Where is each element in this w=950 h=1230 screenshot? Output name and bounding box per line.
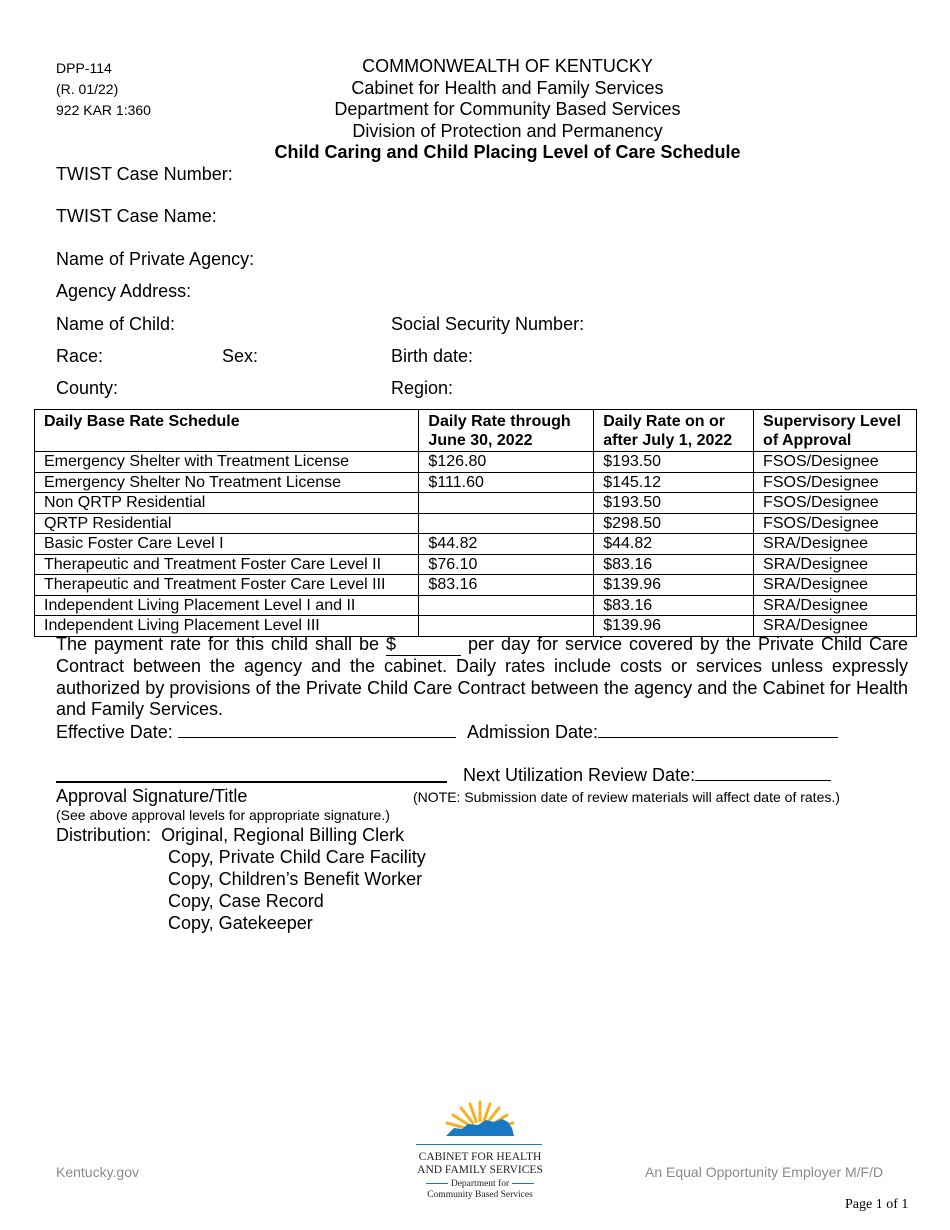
table-cell: Therapeutic and Treatment Foster Care Level III: [35, 575, 419, 596]
form-regulation: 922 KAR 1:360: [56, 102, 151, 118]
table-cell: FSOS/Designee: [754, 472, 917, 493]
table-cell: $139.96: [594, 616, 754, 637]
next-review-field[interactable]: [695, 764, 831, 781]
effective-date-field[interactable]: [178, 721, 456, 738]
table-cell: QRTP Residential: [35, 513, 419, 534]
table-cell: SRA/Designee: [754, 616, 917, 637]
table-cell: $126.80: [419, 452, 594, 473]
table-cell: SRA/Designee: [754, 595, 917, 616]
form-header: [0, 56, 950, 164]
table-cell: $193.50: [594, 493, 754, 514]
signature-line[interactable]: [56, 781, 447, 783]
table-row: [35, 616, 917, 637]
table-cell: $76.10: [419, 554, 594, 575]
table-cell: $44.82: [594, 534, 754, 555]
birth-date-label: Birth date:: [391, 346, 474, 366]
table-cell: $193.50: [594, 452, 754, 473]
admission-date-field[interactable]: [598, 721, 838, 738]
race-label: Race:: [56, 346, 104, 366]
table-cell: FSOS/Designee: [754, 452, 917, 473]
table-row: [35, 554, 917, 575]
table-cell: $44.82: [419, 534, 594, 555]
list-item: Copy, Private Child Care Facility: [168, 847, 426, 867]
admission-date-row: [467, 721, 838, 743]
effective-date-label: Effective Date:: [56, 722, 173, 742]
logo-divider: [416, 1144, 542, 1145]
table-cell: $83.16: [594, 595, 754, 616]
agency-address-label: Agency Address:: [56, 281, 192, 301]
logo-subtext: Department for Community Based Services: [427, 1179, 533, 1200]
child-name-label: Name of Child:: [56, 314, 176, 334]
table-row: [35, 452, 917, 473]
dollar-sign: $: [386, 634, 397, 654]
table-cell: Independent Living Placement Level III: [35, 616, 419, 637]
header-line-2: Cabinet for Health and Family Services: [351, 77, 664, 98]
table-cell: SRA/Designee: [754, 575, 917, 596]
effective-date-row: [56, 721, 456, 743]
distribution-label: Distribution:: [56, 825, 152, 845]
payment-prefix: The payment rate for this child shall be: [56, 634, 386, 654]
table-cell: FSOS/Designee: [754, 493, 917, 514]
table-cell: Non QRTP Residential: [35, 493, 419, 514]
header-line-4: Division of Protection and Permanency: [352, 120, 663, 141]
rate-schedule-table: [34, 409, 917, 637]
approval-levels-note: (See above approval levels for appropriate signature.): [56, 807, 390, 823]
page-title: Child Caring and Child Placing Level of Care Schedule: [274, 142, 741, 162]
table-header-cell: Daily Rate on or after July 1, 2022: [594, 410, 754, 452]
kentucky-logo-icon: [440, 1098, 520, 1144]
twist-case-number-label: TWIST Case Number:: [56, 164, 233, 184]
ssn-label: Social Security Number:: [391, 314, 585, 334]
next-review-label: Next Utilization Review Date:: [463, 765, 696, 785]
table-cell: Therapeutic and Treatment Foster Care Level II: [35, 554, 419, 575]
table-cell: $298.50: [594, 513, 754, 534]
table-row: [35, 513, 917, 534]
payment-rate-field[interactable]: [386, 634, 461, 656]
table-cell: $83.16: [594, 554, 754, 575]
table-cell: [419, 616, 594, 637]
table-row: [35, 534, 917, 555]
table-cell: Emergency Shelter with Treatment License: [35, 452, 419, 473]
table-cell: Basic Foster Care Level I: [35, 534, 419, 555]
header-line-3: Department for Community Based Services: [334, 99, 681, 119]
page-number: Page 1 of 1: [845, 1197, 909, 1212]
table-row: [35, 595, 917, 616]
table-cell: $111.60: [419, 472, 594, 493]
footer-website: Kentucky.gov: [56, 1164, 140, 1180]
list-item: Distribution: Original, Regional Billing Clerk: [56, 825, 405, 845]
payment-text: per day for service covered by the Private Child Care Contract between the agency and the cabinet. Daily rates include costs or services unless expressly authorized by provisions of the Private Child Care Contract between the agency and the Cabinet for Health and Family Services.: [56, 634, 908, 719]
admission-date-label: Admission Date:: [467, 722, 599, 742]
review-note: (NOTE: Submission date of review materials will affect date of rates.): [413, 789, 840, 805]
county-label: County:: [56, 378, 119, 398]
twist-case-name-label: TWIST Case Name:: [56, 206, 217, 226]
table-row: [35, 575, 917, 596]
private-agency-label: Name of Private Agency:: [56, 249, 255, 269]
form-number: DPP-114: [56, 60, 112, 76]
list-item: Copy, Case Record: [168, 891, 324, 911]
logo-text: CABINET FOR HEALTH AND FAMILY SERVICES: [417, 1151, 543, 1176]
table-cell: SRA/Designee: [754, 534, 917, 555]
form-revision: (R. 01/22): [56, 81, 119, 97]
table-header-cell: Daily Rate through June 30, 2022: [419, 410, 594, 452]
table-cell: SRA/Designee: [754, 554, 917, 575]
table-cell: [419, 493, 594, 514]
sex-label: Sex:: [222, 346, 259, 366]
table-cell: Emergency Shelter No Treatment License: [35, 472, 419, 493]
list-item: Copy, Children’s Benefit Worker: [168, 869, 423, 889]
table-cell: $139.96: [594, 575, 754, 596]
table-cell: FSOS/Designee: [754, 513, 917, 534]
table-cell: $83.16: [419, 575, 594, 596]
table-cell: [419, 513, 594, 534]
table-cell: [419, 595, 594, 616]
header-line-1: COMMONWEALTH OF KENTUCKY: [362, 56, 653, 76]
list-item: Copy, Gatekeeper: [168, 913, 313, 933]
table-header-cell: Daily Base Rate Schedule: [35, 410, 419, 452]
table-cell: Independent Living Placement Level I and II: [35, 595, 419, 616]
table-header-cell: Supervisory Level of Approval: [754, 410, 917, 452]
region-label: Region:: [391, 378, 454, 398]
footer-eoe: An Equal Opportunity Employer M/F/D: [645, 1164, 884, 1180]
distribution-list: [56, 824, 426, 934]
payment-paragraph: [56, 634, 908, 720]
table-row: [35, 493, 917, 514]
next-review-row: [463, 764, 831, 786]
table-cell: $145.12: [594, 472, 754, 493]
table-header-row: [35, 410, 917, 452]
approval-signature-label: Approval Signature/Title: [56, 786, 248, 806]
table-row: [35, 472, 917, 493]
